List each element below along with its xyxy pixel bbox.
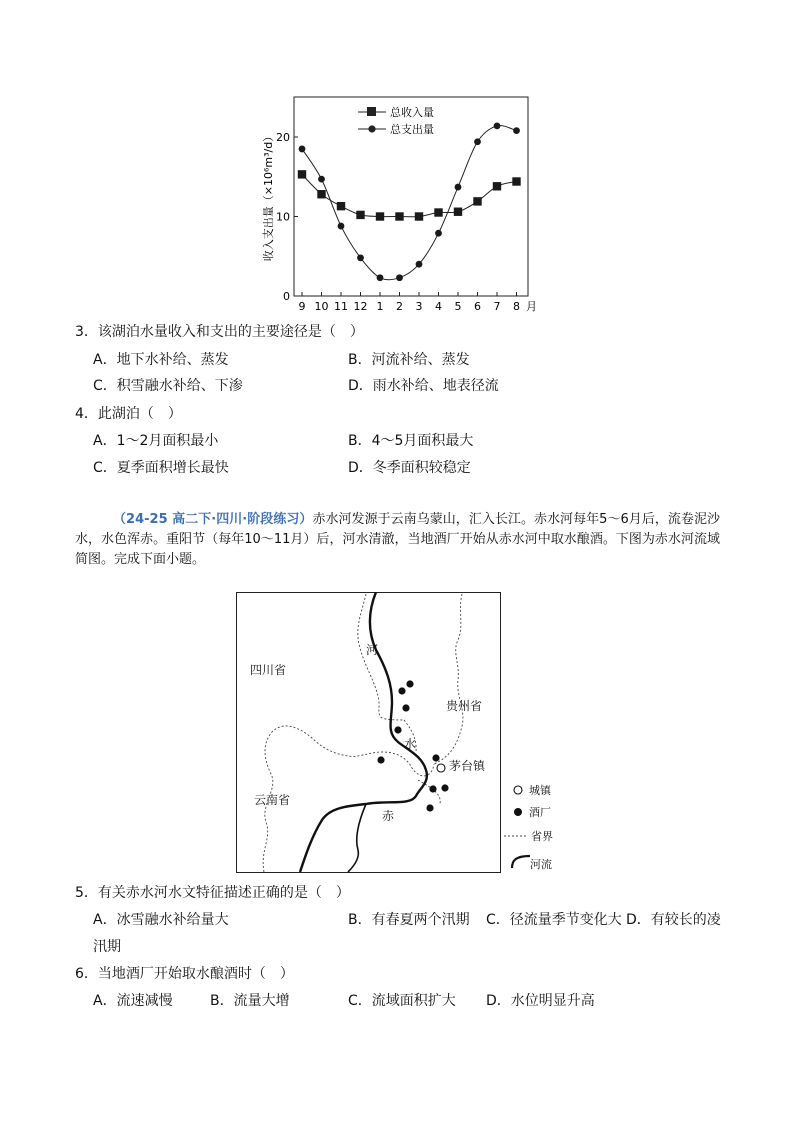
q6-option-a[interactable]: A．流速减慢 [93,993,173,1009]
label-yunnan: 云南省 [254,793,291,807]
distillery-dot [429,785,436,792]
x-tick-label: 4 [435,300,442,313]
legend-expenditure: 总支出量 [390,123,434,136]
label-river-shui: 水 [404,737,417,751]
income-point [376,212,384,220]
expenditure-point [396,274,403,281]
income-point [356,211,364,219]
legend-circle-marker [368,125,375,132]
x-tick-label: 9 [298,300,306,313]
chishui-river [300,592,427,872]
maotai-town-marker [437,764,445,772]
x-tick-label: 11 [334,300,348,313]
income-point [493,182,501,190]
income-point [395,212,403,220]
expenditure-point [377,274,384,281]
legend-town-symbol [514,786,522,794]
q5-option-c[interactable]: C．径流量季节变化大 [486,912,622,928]
legend-river-symbol [512,856,530,868]
distillery-dot [432,754,439,761]
x-tick-label: 1 [376,300,384,313]
q3-option-a[interactable]: A．地下水补给、蒸发 [93,352,229,368]
income-point [512,177,520,185]
q5-option-d-continued: 汛期 [93,939,121,955]
x-tick-label: 7 [493,300,501,313]
expenditure-point [494,122,501,129]
distillery-dot [426,804,433,811]
legend-boundary: 省界 [531,830,553,843]
label-sichuan: 四川省 [250,663,287,677]
x-tick-label: 6 [474,300,481,313]
label-river-he: 河 [366,643,379,657]
expenditure-point [318,176,325,183]
x-unit: 月 [526,300,537,313]
expenditure-point [455,184,462,191]
distillery-dot [394,726,401,733]
x-tick-label: 10 [314,300,329,313]
income-expenditure-chart [250,88,550,316]
passage-source: （24-25 高二下·四川·阶段练习） [113,512,313,527]
label-guizhou: 贵州省 [446,699,483,713]
expenditure-point [299,146,306,153]
q4-stem: 4．此湖泊（ ） [75,406,182,422]
q6-option-b[interactable]: B．流量大增 [210,993,290,1009]
legend-distillery: 酒厂 [529,806,551,819]
legend-river: 河流 [530,858,552,871]
label-river-chi: 赤 [382,809,395,823]
expenditure-point [513,127,520,134]
distillery-dot [406,680,413,687]
q5-option-b[interactable]: B．有春夏两个汛期 [348,912,470,928]
y-tick-label: 10 [276,210,290,224]
expenditure-point [338,223,345,230]
legend-square-marker [367,107,376,116]
x-tick-label: 2 [396,300,403,313]
expenditure-point [416,261,423,268]
y-tick-label: 0 [283,290,290,303]
q4-option-c[interactable]: C．夏季面积增长最快 [93,460,229,476]
map-legend [504,783,553,871]
q6-option-d[interactable]: D．水位明显升高 [486,993,595,1009]
chart-legend [358,105,434,136]
q3-option-b[interactable]: B．河流补给、蒸发 [348,352,470,368]
y-tick-label: 20 [276,131,290,144]
label-maotai-town: 茅台镇 [449,759,486,773]
x-tick-label: 5 [454,300,462,313]
q5-option-a[interactable]: A．冰雪融水补给量大 [93,912,229,928]
x-tick-label: 12 [353,300,368,313]
q3-option-c[interactable]: C．积雪融水补给、下渗 [93,378,243,394]
x-tick-label: 3 [415,300,423,313]
q4-option-a[interactable]: A．1～2月面积最小 [93,433,219,449]
income-point [298,170,306,178]
y-axis-label: 收入支出量（×10⁶m³/d） [262,130,275,262]
q4-option-b[interactable]: B．4～5月面积最大 [348,433,474,449]
province-boundaries [263,594,463,872]
q6-stem: 6．当地酒厂开始取水酿酒时（ ） [75,966,294,982]
passage-text: 赤水河发源于云南乌蒙山，汇入长江。赤水河每年5～6月后，流卷泥沙水，水色浑赤。重阳节（每年10～11月）后，河水清澈，当地酒厂开始从赤水河中取水酿酒。下图为赤水河流域简图。完成下面小题。 [75,512,720,567]
legend-town: 城镇 [529,784,551,797]
x-tick-label: 8 [513,300,520,313]
q3-option-d[interactable]: D．雨水补给、地表径流 [348,378,499,394]
expenditure-point [474,138,481,145]
q5-option-d[interactable]: D．有较长的凌 [626,912,721,928]
chishui-basin-map [236,592,558,874]
q3-stem: 3．该湖泊水量收入和支出的主要途径是（ ） [75,324,364,340]
legend-distillery-symbol [514,808,522,816]
q6-option-c[interactable]: C．流域面积扩大 [348,993,456,1009]
legend-income: 总收入量 [390,106,434,119]
q5-stem: 5．有关赤水河水文特征描述正确的是（ ） [75,885,350,901]
passage [75,510,720,570]
income-point [434,208,442,216]
expenditure-point [357,254,364,261]
income-point [473,197,481,205]
income-point [415,212,423,220]
distillery-dot [441,784,448,791]
income-point [454,208,462,216]
distillery-dot [398,687,405,694]
income-point [317,190,325,198]
q4-option-d[interactable]: D．冬季面积较稳定 [348,460,471,476]
expenditure-point [435,230,442,237]
distillery-dot [377,756,384,763]
distillery-dot [402,704,409,711]
income-point [337,202,345,210]
